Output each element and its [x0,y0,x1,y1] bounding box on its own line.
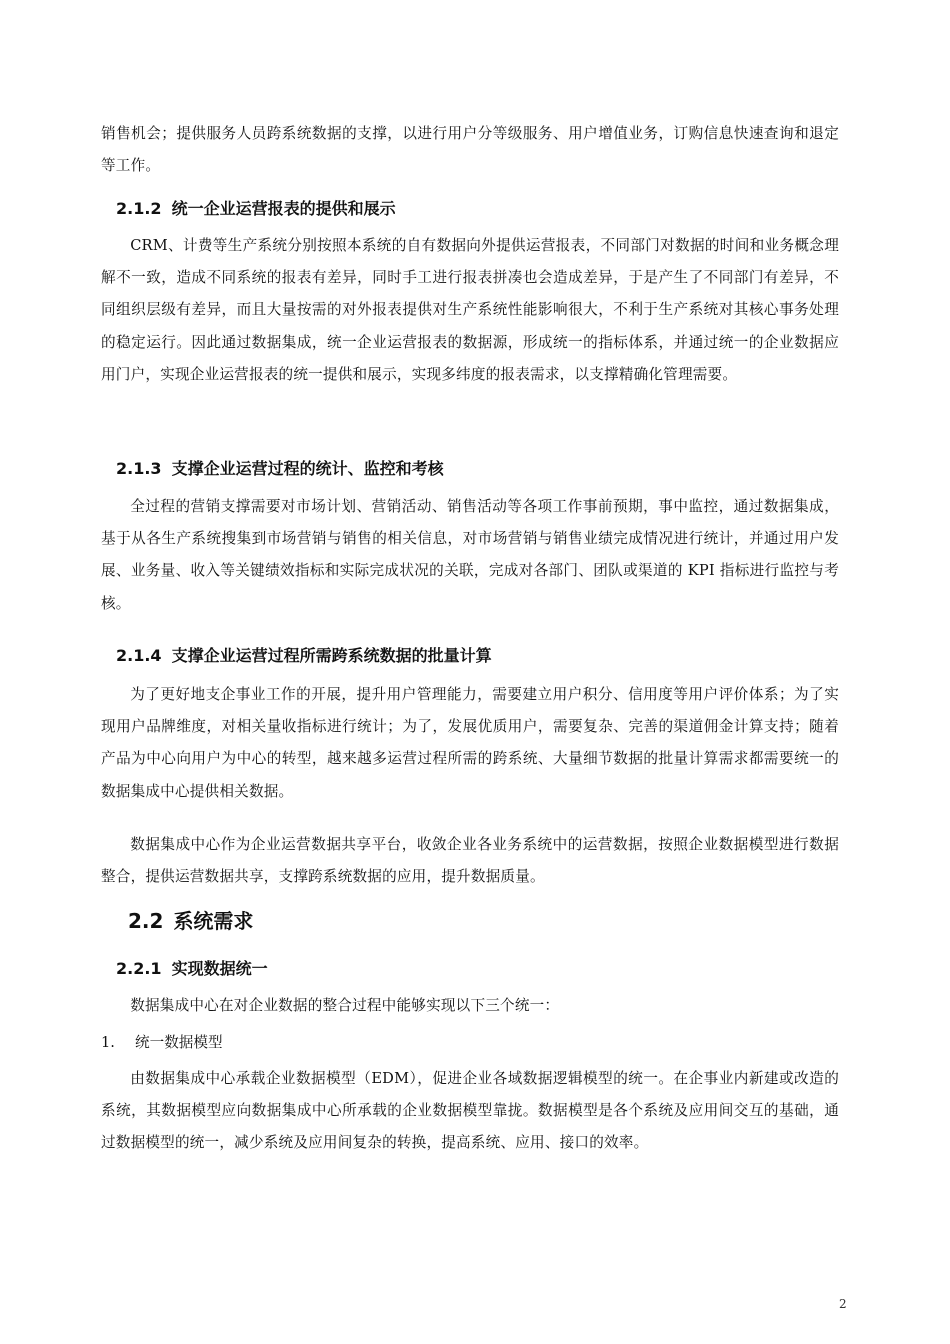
section-number: 2.2 [128,909,164,933]
section-2-1-3-heading [116,455,854,483]
section-2-2-heading [128,905,866,937]
section-title: 统一企业运营报表的提供和展示 [171,199,396,218]
section-2-1-2-heading [116,195,854,223]
page-number: 2 [839,1297,847,1311]
list-item-label: 统一数据模型 [135,1034,223,1051]
section-2-1-3-paragraph: 全过程的营销支撑需要对市场计划、营销活动、销售活动等各项工作事前预期，事中监控，通过数据集成，基于从各生产系统搜集到市场营销与销售的相关信息，对市场营销与销售业绩完成情况进行统计，并通过用户发展、业务量、收入等关键绩效指标和实际完成状况的关联，完成对各部门、团队或渠道的 KPI 指标进行监控与考核。 [101,498,839,612]
section-number: 2.1.4 [116,646,162,665]
section-2-1-4-paragraph-2: 数据集成中心作为企业运营数据共享平台，收敛企业各业务系统中的运营数据，按照企业数据模型进行数据整合，提供运营数据共享，支撑跨系统数据的应用，提升数据质量。 [101,836,839,886]
intro-paragraph: 销售机会；提供服务人员跨系统数据的支撑，以进行用户分等级服务、用户增值业务，订购信息快速查询和退定等工作。 [101,125,839,175]
section-2-1-2-paragraph: CRM、计费等生产系统分别按照本系统的自有数据向外提供运营报表，不同部门对数据的时间和业务概念理解不一致，造成不同系统的报表有差异，同时手工进行报表拼凑也会造成差异，于是产生了不同部门有差异，不同组织层级有差异，而且大量按需的对外报表提供对生产系统性能影响很大，不利于生产系统对其核心事务处理的稳定运行。因此通过数据集成，统一企业运营报表的数据源，形成统一的指标体系，并通过统一的企业数据应用门户，实现企业运营报表的统一提供和展示，实现多纬度的报表需求，以支撑精确化管理需要。 [101,237,839,383]
section-2-1-4-heading [116,642,854,670]
list-item-1 [101,1028,223,1058]
list-item-number: 1. [101,1034,115,1051]
section-title: 支撑企业运营过程所需跨系统数据的批量计算 [171,646,492,665]
section-title: 支撑企业运营过程的统计、监控和考核 [171,459,444,478]
section-number: 2.1.3 [116,459,162,478]
section-title: 实现数据统一 [171,959,268,978]
section-number: 2.2.1 [116,959,162,978]
list-item-1-paragraph: 由数据集成中心承载企业数据模型（EDM），促进企业各域数据逻辑模型的统一。在企事业内新建或改造的系统，其数据模型应向数据集成中心所承载的企业数据模型靠拢。数据模型是各个系统及应用间交互的基础，通过数据模型的统一，减少系统及应用间复杂的转换，提高系统、应用、接口的效率。 [101,1070,839,1152]
section-2-2-1-heading [116,955,854,983]
section-number: 2.1.2 [116,199,162,218]
section-2-2-1-paragraph: 数据集成中心在对企业数据的整合过程中能够实现以下三个统一： [130,997,560,1014]
section-title: 系统需求 [173,909,254,933]
section-2-1-4-paragraph-1: 为了更好地支企事业工作的开展，提升用户管理能力，需要建立用户积分、信用度等用户评价体系；为了实现用户品牌维度，对相关量收指标进行统计；为了，发展优质用户，需要复杂、完善的渠道佣金计算支持；随着产品为中心向用户为中心的转型，越来越多运营过程所需的跨系统、大量细节数据的批量计算需求都需要统一的数据集成中心提供相关数据。 [101,686,839,800]
